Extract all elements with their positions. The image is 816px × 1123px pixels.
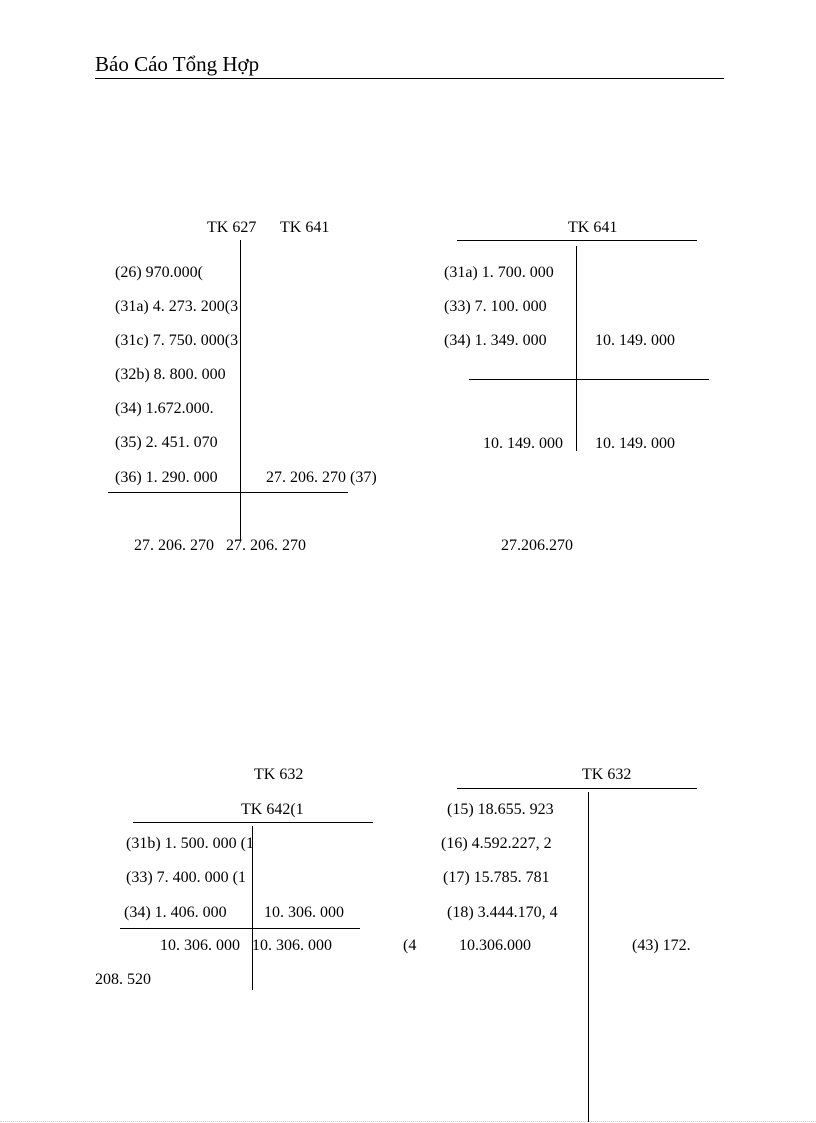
debit-entry: (33) 7. 100. 000 (444, 298, 547, 315)
debit-entry: (32b) 8. 800. 000 (115, 366, 226, 383)
page-title: Báo Cáo Tổng Hợp (95, 52, 260, 76)
account-title: TK 632 (582, 766, 632, 783)
total-rule (469, 379, 709, 380)
debit-entry: (35) 2. 451. 070 (115, 434, 218, 451)
debit-entry: (34) 1. 349. 000 (444, 332, 547, 349)
t-account-divider (240, 240, 241, 540)
debit-entry: (16) 4.592.227, 2 (441, 835, 552, 852)
account-title-secondary: TK 641 (280, 219, 330, 236)
total-debit: 10. 149. 000 (483, 435, 563, 452)
header-rule (95, 78, 724, 79)
t-account-divider (588, 792, 589, 1122)
t-account-divider (576, 246, 577, 451)
account-title-rule (133, 822, 373, 823)
account-title: TK 642(1 (241, 801, 304, 818)
total-rule (120, 928, 360, 929)
overflow-text: 208. 520 (95, 971, 151, 988)
total-credit: 10. 306. 000 (252, 937, 332, 954)
debit-entry: (17) 15.785. 781 (443, 869, 550, 886)
debit-entry: (15) 18.655. 923 (447, 801, 554, 818)
debit-entry: (34) 1.672.000. (115, 400, 214, 417)
total-debit: 10. 306. 000 (160, 937, 240, 954)
credit-entry: 10. 149. 000 (595, 332, 675, 349)
credit-entry: 27. 206. 270 (37) (266, 469, 377, 486)
total-debit: 27. 206. 270 (134, 537, 214, 554)
debit-entry: (18) 3.444.170, 4 (447, 904, 558, 921)
carry-forward-total: 27.206.270 (501, 537, 573, 554)
account-title: TK 641 (568, 219, 618, 236)
debit-entry: (36) 1. 290. 000 (115, 469, 218, 486)
credit-entry: 10. 306. 000 (264, 904, 344, 921)
debit-entry: (33) 7. 400. 000 (1 (126, 869, 246, 886)
total-credit: 27. 206. 270 (226, 537, 306, 554)
account-title: TK 627 (207, 219, 257, 236)
debit-entry: (26) 970.000( (115, 264, 203, 281)
debit-entry: (34) 1. 406. 000 (124, 904, 227, 921)
debit-entry: (31b) 1. 500. 000 (1 (126, 835, 254, 852)
debit-entry: (31a) 4. 273. 200(3 (115, 298, 239, 315)
debit-entry: (31c) 7. 750. 000(3 (115, 332, 239, 349)
page-bottom-edge (0, 1121, 816, 1122)
account-title-rule (457, 788, 697, 789)
account-title-upper: TK 632 (254, 766, 304, 783)
total-credit: 10. 149. 000 (595, 435, 675, 452)
account-title-rule (457, 240, 697, 241)
debit-entry: 10.306.000 (459, 937, 531, 954)
total-rule (108, 492, 348, 493)
overflow-text: (4 (403, 937, 417, 954)
credit-entry: (43) 172. (632, 937, 691, 954)
debit-entry: (31a) 1. 700. 000 (444, 264, 554, 281)
